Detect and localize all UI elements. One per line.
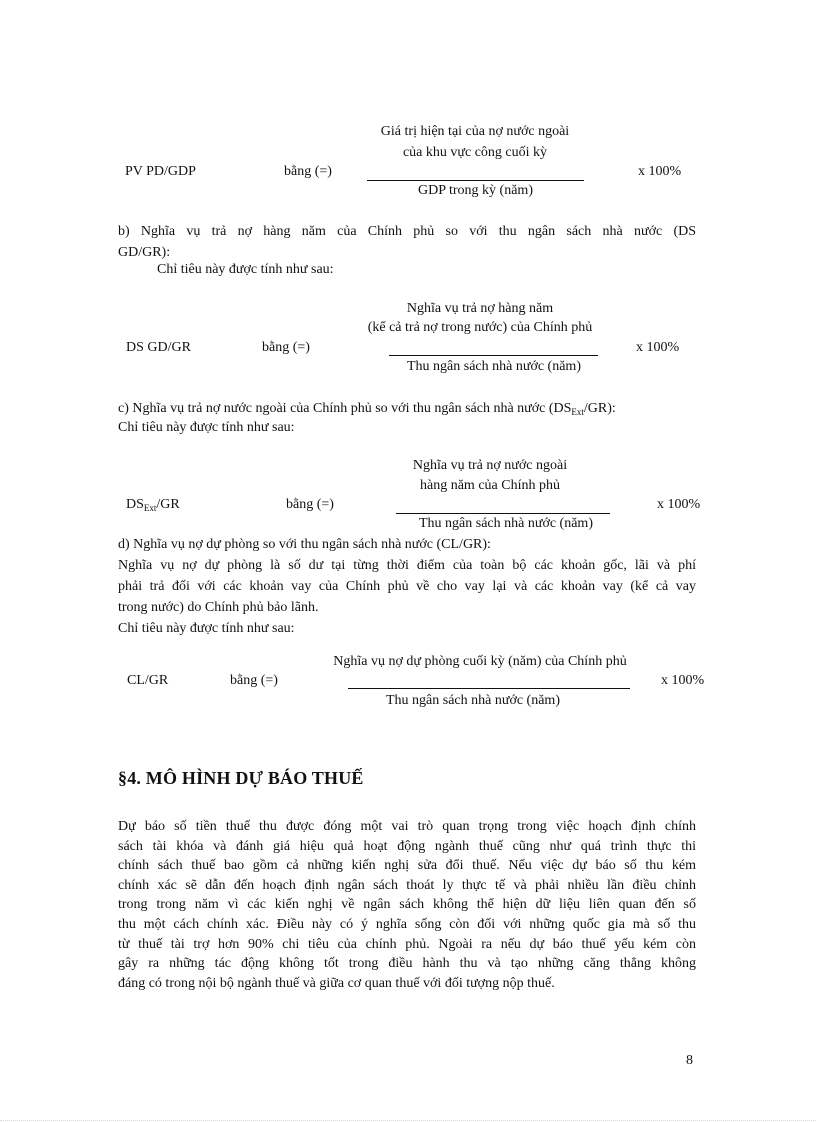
section-c-title-pre: c) Nghĩa vụ trả nợ nước ngoài của Chính phủ so với thu ngân sách nhà nước (DS — [118, 401, 572, 416]
section4-line: sách tài khóa và đánh giá hiệu quả hoạt động ngành thuế cũng như quá trình thực thi — [118, 838, 696, 854]
dsext-equals: bằng (=) — [286, 497, 334, 512]
section-d-body-line3: trong nước) do Chính phủ bảo lãnh. — [118, 600, 319, 615]
section-b-title-line2: GD/GR): — [118, 245, 171, 260]
dsext-numerator-line2: hàng năm của Chính phủ — [420, 478, 560, 493]
ds-fraction-bar — [389, 355, 598, 356]
section-d-title: d) Nghĩa vụ nợ dự phòng so với thu ngân sách nhà nước (CL/GR): — [118, 537, 491, 552]
page-number: 8 — [686, 1053, 693, 1068]
cl-fraction-bar — [348, 688, 630, 689]
section4-line: chính xác sẽ dẫn đến hoạch định ngân sách thoát ly thực tế và phải nhiều lần điều chỉnh — [118, 877, 696, 893]
section4-line: đáng có trong nội bộ ngành thuế và giữa cơ quan thuế với đối tượng nộp thuế. — [118, 975, 555, 991]
section4-heading: §4. MÔ HÌNH DỰ BÁO THUẾ — [118, 768, 364, 788]
dsext-label-post: /GR — [156, 497, 180, 512]
ds-multiplier: x 100% — [636, 340, 680, 355]
section-c-intro: Chỉ tiêu này được tính như sau: — [118, 420, 295, 435]
ds-denominator: Thu ngân sách nhà nước (năm) — [407, 359, 581, 374]
section-d-intro: Chỉ tiêu này được tính như sau: — [118, 621, 295, 636]
cl-denominator: Thu ngân sách nhà nước (năm) — [386, 693, 560, 708]
section4-line: trong trong năm vì các kiến nghị về ngân sách không thể hiện dữ liệu liên quan đến số — [118, 897, 696, 913]
page-bottom-divider — [0, 1120, 816, 1121]
section4-line: từ thuế tài trợ hơn 90% chi tiêu của chính phủ. Ngoài ra nếu dự báo thuế yếu kém còn — [118, 936, 696, 952]
pv-fraction-bar — [367, 180, 584, 181]
section4-line: chính sách thuế bao gồm cả những kiến nghị sửa đổi thuế. Nếu việc dự báo số thu kém — [118, 858, 696, 874]
pv-numerator-line1: Giá trị hiện tại của nợ nước ngoài — [380, 124, 570, 139]
section-c-title — [118, 401, 616, 417]
cl-equals: bằng (=) — [230, 673, 278, 688]
cl-label: CL/GR — [127, 673, 169, 688]
section-b-intro: Chỉ tiêu này được tính như sau: — [157, 262, 334, 277]
ds-numerator-line2: (kể cả trả nợ trong nước) của Chính phủ — [367, 320, 593, 335]
dsext-label-sub: Ext — [143, 503, 157, 513]
section-d-text — [118, 534, 696, 639]
section-b-title — [118, 221, 696, 263]
cl-numerator: Nghĩa vụ nợ dự phòng cuối kỳ (năm) của Chính phủ — [333, 654, 627, 669]
dsext-multiplier: x 100% — [657, 497, 701, 512]
pv-equals: bằng (=) — [284, 164, 332, 179]
ds-numerator-line1: Nghĩa vụ trả nợ hàng năm — [406, 301, 554, 316]
section4-line: Dự báo số tiền thuế thu được đóng một vai trò quan trọng trong việc hoạch định chính — [118, 819, 696, 834]
section-d-body-line1: Nghĩa vụ nợ dự phòng là số dư tại từng thời điểm của toàn bộ các khoản gốc, lãi và phí — [118, 558, 696, 573]
dsext-label-main: DS — [126, 497, 144, 512]
ds-equals: bằng (=) — [262, 340, 310, 355]
section4-line: gây ra những tác động không tốt trong điều hành thu và tạo những căng thẳng không — [118, 956, 696, 972]
section-c-title-post: /GR): — [583, 401, 616, 416]
cl-multiplier: x 100% — [661, 673, 705, 688]
pv-denominator: GDP trong kỳ (năm) — [418, 183, 533, 198]
section-d-body-line2: phải trả đối với các khoản vay của Chính phủ về cho vay lại và các khoản vay (kể cả vay — [118, 579, 696, 594]
pv-label: PV PD/GDP — [125, 164, 196, 179]
ds-label: DS GD/GR — [126, 340, 191, 355]
dsext-label — [126, 497, 180, 513]
section4-paragraph — [118, 817, 696, 993]
dsext-fraction-bar — [396, 513, 610, 514]
dsext-numerator-line1: Nghĩa vụ trả nợ nước ngoài — [412, 458, 568, 473]
section-b-title-line1: b) Nghĩa vụ trả nợ hàng năm của Chính phủ so với thu ngân sách nhà nước (DS — [118, 224, 696, 239]
dsext-denominator: Thu ngân sách nhà nước (năm) — [419, 516, 593, 531]
pv-numerator-line2: của khu vực công cuối kỳ — [402, 145, 548, 160]
pv-multiplier: x 100% — [638, 164, 682, 179]
section4-line: thu một cách chính xác. Điều này có ý nghĩa sống còn đối với những quốc gia mà số thu — [118, 916, 696, 932]
section-c-title-sub: Ext — [571, 407, 584, 417]
